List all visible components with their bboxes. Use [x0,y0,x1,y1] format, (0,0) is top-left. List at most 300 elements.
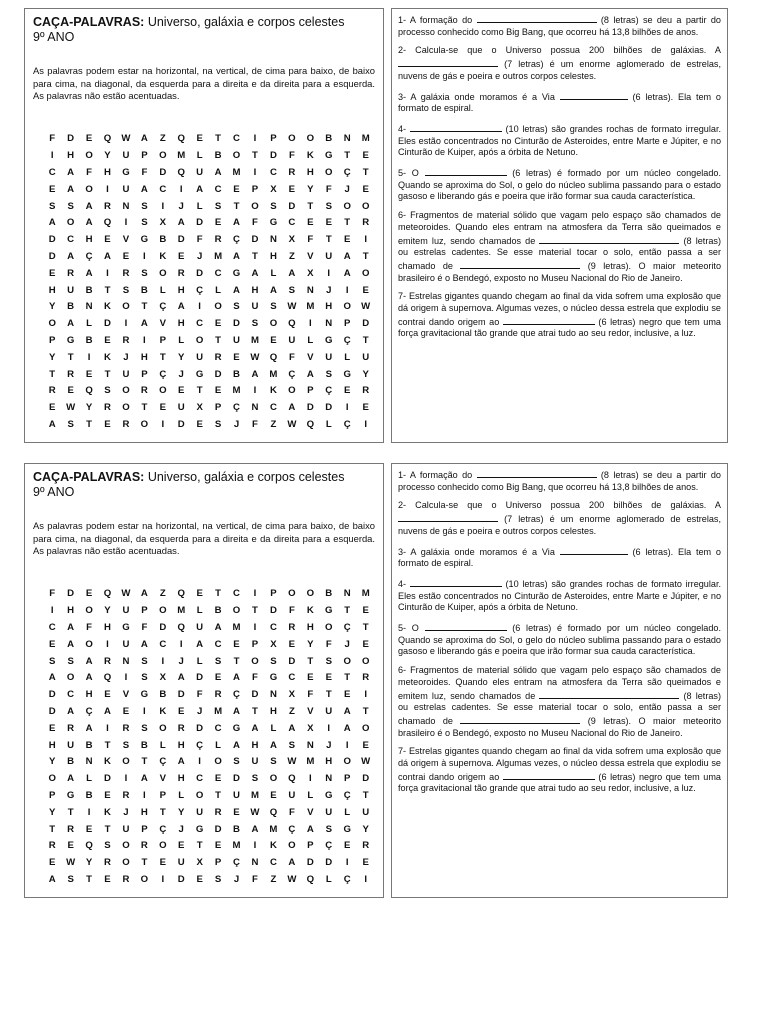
grid-letter: A [140,588,148,600]
grid-letter: E [214,840,222,852]
grid-row [43,837,375,854]
grid-letter: I [364,418,368,430]
grid-letter: A [85,267,93,279]
letter-grid [43,586,375,888]
grid-letter: I [143,789,146,801]
grid-letter: T [104,368,111,380]
grid-row [43,737,375,754]
answer-blank[interactable] [398,512,498,522]
grid-letter: N [122,200,130,212]
grid-letter: A [67,318,75,330]
grid-letter: H [67,605,75,617]
grid-letter: E [214,672,222,684]
grid-letter: H [177,739,185,751]
grid-letter: F [288,150,295,162]
grid-letter: Q [103,672,112,684]
grid-letter: P [141,150,148,162]
grid-letter: T [307,655,314,667]
grid-letter: O [343,756,351,768]
grid-letter: N [85,756,93,768]
grid-letter: I [345,857,349,869]
grid-letter: M [214,705,223,717]
grid-row [43,720,375,737]
grid-letter: T [252,605,258,617]
grid-letter: P [141,368,148,380]
grid-letter: T [344,672,351,684]
grid-letter: U [288,789,296,801]
grid-letter: T [86,418,93,430]
grade-label: 9º ANO [33,485,75,499]
grid-letter: Ç [159,823,167,835]
answer-blank[interactable] [425,621,507,631]
grid-letter: E [159,402,166,414]
grid-letter: I [253,840,257,852]
grid-row [43,298,375,315]
grid-letter: D [48,689,56,701]
answer-blank[interactable] [460,714,580,724]
grid-letter: B [67,756,75,768]
grid-letter: F [252,672,258,684]
grid-letter: S [67,418,74,430]
grid-letter: S [325,655,332,667]
grid-letter: S [325,823,332,835]
grid-letter: H [306,166,314,178]
grid-row [43,181,375,198]
grid-letter: O [343,200,351,212]
grid-letter: O [251,655,259,667]
grid-letter: T [252,250,258,262]
grid-letter: S [67,200,74,212]
grid-letter: E [104,873,111,885]
grid-letter: Q [85,385,93,397]
grid-letter: D [269,605,277,617]
grid-letter: L [86,318,93,330]
grid-letter: E [49,857,56,869]
grid-letter: K [104,351,111,363]
grid-row [43,382,375,399]
grid-letter: G [66,334,75,346]
grid-letter: T [233,655,240,667]
grid-letter: A [140,183,148,195]
answer-blank[interactable] [539,234,679,244]
grid-letter: L [344,351,351,363]
grid-letter: O [66,672,75,684]
grid-letter: D [233,318,240,330]
grid-letter: H [306,621,314,633]
grid-letter: E [362,739,369,751]
grid-letter: D [104,318,111,330]
grid-letter: W [287,301,297,313]
grid-letter: E [343,385,351,397]
grid-letter: X [159,672,166,684]
grid-letter: T [362,250,369,262]
answer-blank[interactable] [410,122,502,132]
grid-letter: O [122,756,130,768]
grid-letter: S [49,200,56,212]
question-text: 6- Fragmentos de material sólido que vagam pelo espaço são chamados de meteoroides. Quando eles entram na atmosfera da Terra são queimados e emitem luz, sendo chamados de [398,210,721,246]
grid-letter: R [122,722,130,734]
grid-letter: U [325,806,333,818]
grid-letter: I [198,756,201,768]
answer-blank[interactable] [398,57,498,67]
question-text: 4- [398,578,410,589]
question-2 [398,500,721,537]
grid-letter: A [85,217,93,229]
grid-letter: L [196,655,203,667]
grid-letter: U [325,705,333,717]
grid-letter: A [196,638,204,650]
grid-letter: I [253,588,257,600]
grid-letter: E [233,806,240,818]
grid-letter: A [306,823,314,835]
title-label: CAÇA-PALAVRAS: [33,15,145,29]
grid-letter: M [177,150,186,162]
grid-letter: Ç [159,301,167,313]
grid-letter: Y [49,351,56,363]
grid-letter: C [214,722,222,734]
grid-letter: S [141,200,148,212]
grid-letter: F [288,605,295,617]
grid-letter: Ç [85,705,93,717]
grid-letter: Q [177,133,185,145]
grid-letter: K [104,756,111,768]
grid-letter: D [214,823,222,835]
grid-letter: O [48,318,56,330]
grid-letter: Z [159,133,166,145]
grid-letter: H [48,284,56,296]
grid-letter: Ç [196,284,204,296]
grid-letter: J [233,873,240,885]
grid-row [43,231,375,248]
grid-letter: T [362,621,369,633]
grid-row [43,602,375,619]
grid-letter: X [288,234,296,246]
grid-letter: T [141,301,148,313]
grid-letter: O [306,588,315,600]
grid-letter: O [306,133,315,145]
grid-letter: C [159,183,167,195]
grid-letter: F [49,133,56,145]
grid-letter: O [361,722,370,734]
grid-letter: O [122,385,130,397]
grid-letter: P [343,773,351,785]
grid-letter: G [140,234,149,246]
grid-letter: E [214,318,222,330]
grid-letter: N [251,857,259,869]
grid-letter: U [196,166,204,178]
grid-letter: O [251,200,259,212]
answer-blank[interactable] [560,545,628,555]
grid-letter: S [141,217,148,229]
grid-letter: Q [177,621,185,633]
grid-letter: N [269,234,277,246]
answer-blank[interactable] [425,166,507,176]
grid-letter: E [325,672,332,684]
grid-letter: E [343,689,351,701]
grid-letter: A [67,250,75,262]
grid-letter: J [326,739,332,751]
question-4 [398,122,721,159]
grid-letter: U [251,756,259,768]
grid-letter: A [196,183,204,195]
grid-letter: X [196,857,203,869]
grid-letter: T [49,823,56,835]
grid-letter: O [361,655,370,667]
title-topic: Universo, galáxia e corpos celestes [144,15,345,29]
grid-letter: A [269,284,277,296]
grid-letter: D [177,873,185,885]
grid-letter: W [287,418,297,430]
grid-letter: G [232,267,241,279]
grid-letter: Ç [343,166,351,178]
grid-letter: H [177,773,185,785]
grid-letter: H [269,250,277,262]
grid-letter: O [85,150,93,162]
grid-letter: L [307,789,314,801]
grid-letter: G [343,823,351,835]
answer-blank[interactable] [503,770,595,780]
grid-letter: F [252,217,258,229]
grid-letter: T [362,166,369,178]
grid-letter: I [327,722,331,734]
grid-letter: O [214,301,222,313]
grid-letter: M [269,823,278,835]
grid-letter: A [140,773,148,785]
grid-letter: E [362,150,369,162]
answer-blank[interactable] [477,468,597,478]
grid-letter: R [104,857,111,869]
grid-letter: U [122,823,130,835]
grid-row [43,315,375,332]
grid-letter: O [269,773,278,785]
grid-letter: B [214,150,222,162]
grid-letter: R [122,267,130,279]
grid-letter: F [196,234,203,246]
question-text: 6- Fragmentos de material sólido que vagam pelo espaço são chamados de meteoroides. Quando eles entram na atmosfera da Terra são queimados e emitem luz, sendo chamados de [398,665,721,701]
grid-letter: L [196,200,203,212]
grid-letter: P [214,857,222,869]
grid-letter: T [215,588,221,600]
grid-letter: I [364,689,368,701]
grid-letter: T [196,840,203,852]
grid-letter: P [49,789,56,801]
grid-letter: A [67,621,75,633]
grid-letter: S [122,739,130,751]
grid-letter: W [361,301,371,313]
grid-letter: T [362,705,369,717]
grid-letter: I [345,402,349,414]
grid-letter: C [233,133,240,145]
grid-letter: W [287,873,297,885]
grid-letter: I [50,605,54,617]
grid-letter: T [215,133,221,145]
grid-letter: U [122,605,130,617]
grid-letter: H [85,689,93,701]
grid-letter: U [288,334,296,346]
grid-letter: E [362,402,369,414]
grid-row [43,147,375,164]
grid-letter: O [48,773,56,785]
grid-letter: P [251,638,259,650]
grid-letter: A [288,267,296,279]
grid-letter: I [106,638,109,650]
grid-letter: R [362,672,370,684]
grid-letter: I [87,806,91,818]
grid-letter: Z [288,705,295,717]
grid-letter: I [179,183,183,195]
answer-blank[interactable] [503,315,595,325]
grid-letter: E [343,840,351,852]
answer-blank[interactable] [560,90,628,100]
grid-letter: T [159,806,166,818]
grid-letter: F [288,806,295,818]
grid-letter: L [159,739,166,751]
grid-row [43,332,375,349]
grid-letter: O [343,655,351,667]
grid-letter: M [306,301,315,313]
grid-letter: Y [307,183,314,195]
grid-letter: A [177,301,185,313]
grid-letter: M [306,756,315,768]
grid-letter: I [161,418,165,430]
question-text: (6 letras) é formado por um núcleo congelado. Quando se aproxima do Sol, o gelo do núcleo sublima passando para o estado gasoso e liberando gás e poeira que irão formar sua cauda característica. [398,168,721,202]
grid-letter: I [309,318,312,330]
grid-letter: N [325,773,333,785]
grid-letter: F [196,689,203,701]
grid-row [43,131,375,148]
grid-letter: K [306,150,314,162]
grid-letter: R [140,840,148,852]
grid-letter: S [214,200,222,212]
grid-letter: Q [288,773,296,785]
grid-letter: J [123,351,129,363]
grid-letter: O [288,588,296,600]
grid-letter: B [233,823,240,835]
grid-letter: T [86,873,93,885]
grid-letter: Ç [325,385,333,397]
grid-letter: S [67,873,74,885]
grid-letter: H [251,739,259,751]
grid-letter: C [233,588,240,600]
grid-letter: L [270,722,277,734]
grid-letter: D [306,857,314,869]
grid-letter: B [325,588,333,600]
grid-letter: Q [306,418,315,430]
grid-letter: M [250,334,259,346]
grid-letter: O [325,166,333,178]
grid-letter: R [67,823,75,835]
grid-letter: A [288,402,296,414]
grid-letter: E [196,418,203,430]
grid-letter: F [288,351,295,363]
grid-letter: A [343,705,351,717]
grid-letter: X [307,722,314,734]
grid-row [43,282,375,299]
grid-letter: D [251,689,259,701]
grid-row [43,854,375,871]
grid-letter: E [178,250,185,262]
grid-letter: W [66,857,76,869]
grid-letter: E [362,857,369,869]
grid-letter: T [344,150,351,162]
answer-blank[interactable] [410,577,502,587]
grid-letter: H [104,621,111,633]
grid-letter: G [343,368,351,380]
answer-blank[interactable] [539,689,679,699]
grid-letter: Z [159,588,166,600]
grid-letter: Ç [233,689,240,701]
grid-letter: O [122,857,130,869]
question-text: (6 letras) negro que tem uma força gravitacional tão grande que atrai tudo ao seu redor, inclusive, a luz. [398,316,721,339]
grid-letter: H [325,756,333,768]
grid-letter: Y [85,857,93,869]
grid-letter: I [364,234,368,246]
grid-letter: A [48,672,56,684]
answer-blank[interactable] [460,259,580,269]
grid-row [43,686,375,703]
grid-letter: H [48,739,56,751]
grid-letter: A [48,217,56,229]
grid-letter: E [362,183,369,195]
grid-letter: E [233,351,240,363]
grid-letter: L [159,284,166,296]
grid-letter: D [104,773,111,785]
grid-letter: Y [307,638,314,650]
grid-letter: T [104,823,111,835]
grid-letter: L [325,873,332,885]
grid-letter: A [67,183,75,195]
grid-letter: F [86,166,93,178]
question-text: 5- O [398,168,425,179]
grid-letter: A [288,857,296,869]
grid-letter: G [122,621,130,633]
grid-letter: A [214,621,222,633]
grid-letter: L [196,150,203,162]
answer-blank[interactable] [477,13,597,23]
grid-letter: U [196,806,204,818]
grid-letter: I [161,200,165,212]
grid-letter: J [233,418,240,430]
grid-letter: T [141,402,148,414]
grid-letter: Ç [233,402,240,414]
grid-letter: X [159,217,166,229]
grid-row [43,619,375,636]
grid-letter: T [362,334,369,346]
grid-letter: C [196,318,204,330]
grid-letter: T [252,150,258,162]
grid-letter: E [85,588,93,600]
grid-letter: E [288,183,296,195]
question-text: (10 letras) são grandes rochas de formato irregular. Eles estão concentrados no Cinturão de Asteroides, entre Marte e Júpiter, e no Cinturão de Kuiper, após a órbita de Netuno. [398,123,721,158]
grid-letter: O [85,638,93,650]
grid-letter: R [122,873,130,885]
grid-row [43,804,375,821]
grid-letter: B [233,368,240,380]
grid-letter: M [269,368,278,380]
grid-letter: T [233,200,240,212]
grid-letter: T [307,200,314,212]
grid-letter: R [362,385,370,397]
grid-letter: N [122,655,130,667]
grid-letter: E [178,705,185,717]
grid-letter: A [251,368,259,380]
grid-letter: E [85,823,93,835]
grid-letter: D [362,318,370,330]
grid-row [43,703,375,720]
grid-letter: O [361,267,370,279]
grid-letter: S [141,722,148,734]
grid-letter: I [198,301,201,313]
